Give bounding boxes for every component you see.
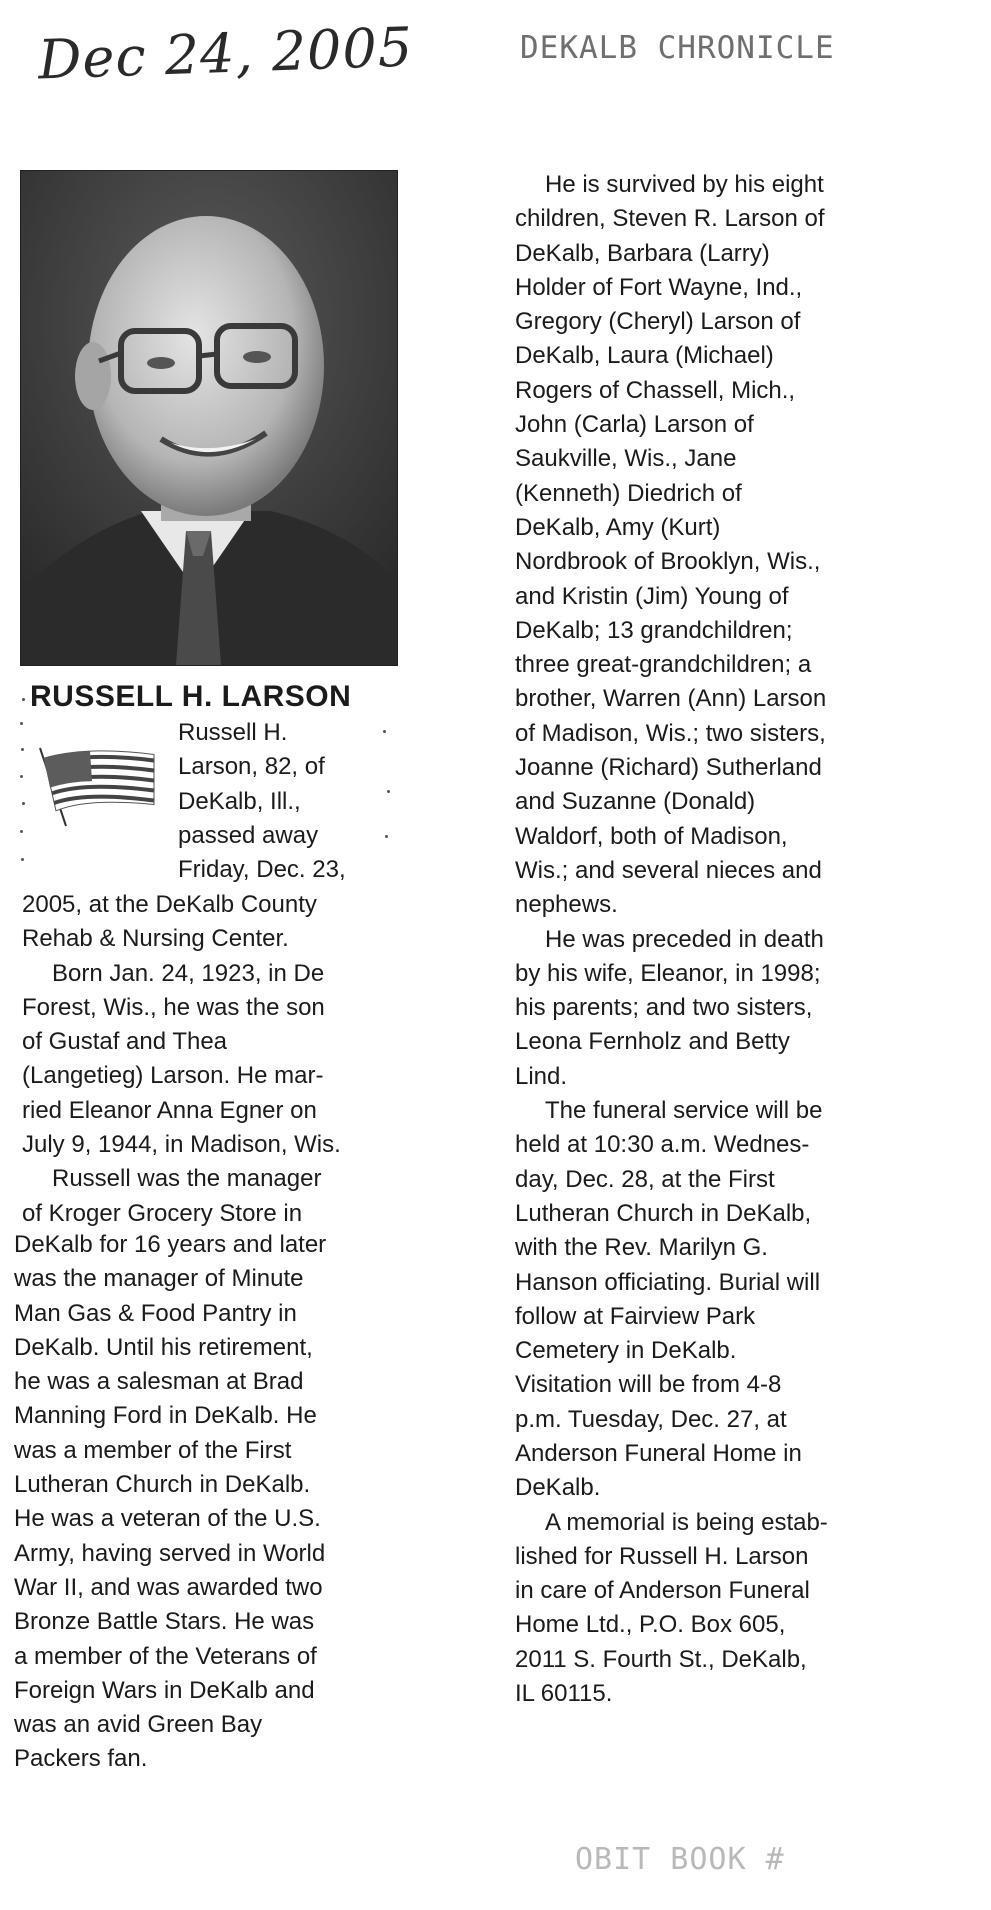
obit-line: 2011 S. Fourth St., DeKalb, — [515, 1645, 807, 1673]
scan-speck — [22, 698, 25, 701]
obit-line: Leona Fernholz and Betty — [515, 1028, 790, 1056]
obit-line: Rogers of Chassell, Mich., — [515, 376, 796, 404]
obit-line: was a member of the First — [14, 1436, 292, 1464]
obit-line: of Gustaf and Thea — [22, 1028, 228, 1056]
obit-line: Manning Ford in DeKalb. He — [14, 1402, 317, 1430]
newspaper-masthead: DEKALB CHRONICLE — [520, 30, 835, 66]
obit-line: was the manager of Minute — [14, 1265, 304, 1293]
obit-line: Born Jan. 24, 1923, in De — [52, 959, 325, 987]
obit-line: He was preceded in death — [545, 925, 824, 953]
obit-line: Lind. — [515, 1062, 568, 1090]
obit-column-1a — [22, 888, 402, 1231]
scan-speck — [387, 790, 390, 793]
obit-line: Larson, 82, of — [178, 753, 325, 781]
obit-line: John (Carla) Larson of — [515, 411, 754, 439]
american-flag-icon — [26, 742, 160, 828]
obit-line: follow at Fairview Park — [515, 1302, 756, 1330]
obit-line: Nordbrook of Brooklyn, Wis., — [515, 548, 821, 576]
obituary-name: RUSSELL H. LARSON — [30, 680, 352, 713]
obit-line: of Kroger Grocery Store in — [22, 1199, 303, 1227]
obit-line: Rehab & Nursing Center. — [22, 925, 289, 953]
obit-line: The funeral service will be — [545, 1097, 823, 1125]
scan-speck — [22, 802, 25, 805]
obit-line: Joanne (Richard) Sutherland — [515, 754, 822, 782]
obit-line: July 9, 1944, in Madison, Wis. — [22, 1131, 341, 1159]
flag-drawing — [26, 742, 160, 828]
obit-line: brother, Warren (Ann) Larson — [515, 685, 827, 713]
obit-line: (Langetieg) Larson. He mar- — [22, 1062, 324, 1090]
scan-speck — [21, 858, 24, 861]
obit-line: 2005, at the DeKalb County — [22, 891, 317, 918]
obit-line: Wis.; and several nieces and — [515, 856, 822, 884]
obit-line: nephews. — [515, 891, 618, 919]
obit-column-1b — [14, 1228, 409, 1777]
obit-book-stamp: OBIT BOOK # — [575, 1842, 785, 1877]
obit-line: a member of the Veterans of — [14, 1642, 317, 1670]
obit-line: Lutheran Church in DeKalb. — [14, 1471, 311, 1499]
obit-line: DeKalb, Laura (Michael) — [515, 342, 774, 370]
obit-line: Packers fan. — [14, 1745, 148, 1773]
obit-line: Russell was the manager — [52, 1165, 322, 1193]
obit-line: and Kristin (Jim) Young of — [515, 582, 789, 610]
obit-line: DeKalb. Until his retirement, — [14, 1333, 313, 1361]
obit-line: DeKalb. — [515, 1474, 601, 1502]
obit-line: Foreign Wars in DeKalb and — [14, 1676, 315, 1704]
obit-line: A memorial is being estab- — [545, 1508, 828, 1536]
obit-line: Man Gas & Food Pantry in — [14, 1299, 297, 1327]
obit-line: was an avid Green Bay — [14, 1711, 263, 1739]
obit-line: he was a salesman at Brad — [14, 1368, 304, 1396]
obit-line: Home Ltd., P.O. Box 605, — [515, 1611, 786, 1639]
obit-line: Army, having served in World — [14, 1539, 326, 1567]
obit-line: DeKalb, Ill., — [178, 787, 301, 815]
obit-line: passed away — [178, 821, 319, 849]
obit-line: three great-grandchildren; a — [515, 651, 812, 679]
obit-line: p.m. Tuesday, Dec. 27, at — [515, 1405, 787, 1433]
obit-line: Russell H. — [178, 719, 288, 746]
obit-line: lished for Russell H. Larson — [515, 1542, 809, 1570]
obit-line: Hanson officiating. Burial will — [515, 1268, 821, 1296]
obit-line: day, Dec. 28, at the First — [515, 1165, 775, 1193]
portrait-photo — [20, 170, 398, 666]
obit-line: DeKalb, Barbara (Larry) — [515, 239, 770, 267]
handwritten-date: Dec 24, 2005 — [37, 15, 415, 92]
portrait-photo-drawing — [21, 171, 397, 665]
obit-line: Saukville, Wis., Jane — [515, 445, 737, 473]
obit-line: of Madison, Wis.; two sisters, — [515, 719, 826, 747]
obit-line: children, Steven R. Larson of — [515, 205, 825, 233]
obit-line: Bronze Battle Stars. He was — [14, 1608, 315, 1636]
obit-line: Lutheran Church in DeKalb, — [515, 1199, 812, 1227]
scan-speck — [20, 775, 23, 778]
obit-line: DeKalb for 16 years and later — [14, 1231, 327, 1258]
obit-line: Gregory (Cheryl) Larson of — [515, 308, 801, 336]
obit-line: DeKalb; 13 grandchildren; — [515, 616, 793, 644]
scan-speck — [20, 722, 23, 725]
obit-line: in care of Anderson Funeral — [515, 1577, 810, 1605]
obit-line: IL 60115. — [515, 1680, 613, 1708]
obit-flag-text — [178, 716, 408, 887]
obit-line: (Kenneth) Diedrich of — [515, 479, 742, 507]
obit-line: War II, and was awarded two — [14, 1573, 323, 1601]
obit-line: Visitation will be from 4-8 — [515, 1371, 782, 1399]
obit-line: his parents; and two sisters, — [515, 994, 813, 1022]
obit-line: and Suzanne (Donald) — [515, 788, 756, 816]
obit-line: Anderson Funeral Home in — [515, 1439, 802, 1467]
scan-speck — [383, 730, 386, 733]
obit-line: Waldorf, both of Madison, — [515, 822, 788, 850]
obit-line: ried Eleanor Anna Egner on — [22, 1096, 317, 1124]
obit-line: with the Rev. Marilyn G. — [515, 1234, 768, 1262]
obit-line: by his wife, Eleanor, in 1998; — [515, 959, 821, 987]
obit-line: Holder of Fort Wayne, Ind., — [515, 273, 803, 301]
scan-speck — [21, 748, 24, 751]
obit-line: He is survived by his eight — [545, 171, 824, 198]
obit-line: Cemetery in DeKalb. — [515, 1337, 737, 1365]
obit-line: He was a veteran of the U.S. — [14, 1505, 321, 1533]
obit-line: held at 10:30 a.m. Wednes- — [515, 1131, 810, 1159]
obit-column-2 — [515, 168, 935, 1711]
obit-line: DeKalb, Amy (Kurt) — [515, 513, 721, 541]
obit-line: Forest, Wis., he was the son — [22, 993, 325, 1021]
obit-line: Friday, Dec. 23, — [178, 856, 346, 884]
scan-speck — [20, 830, 23, 833]
scan-speck — [385, 835, 388, 838]
